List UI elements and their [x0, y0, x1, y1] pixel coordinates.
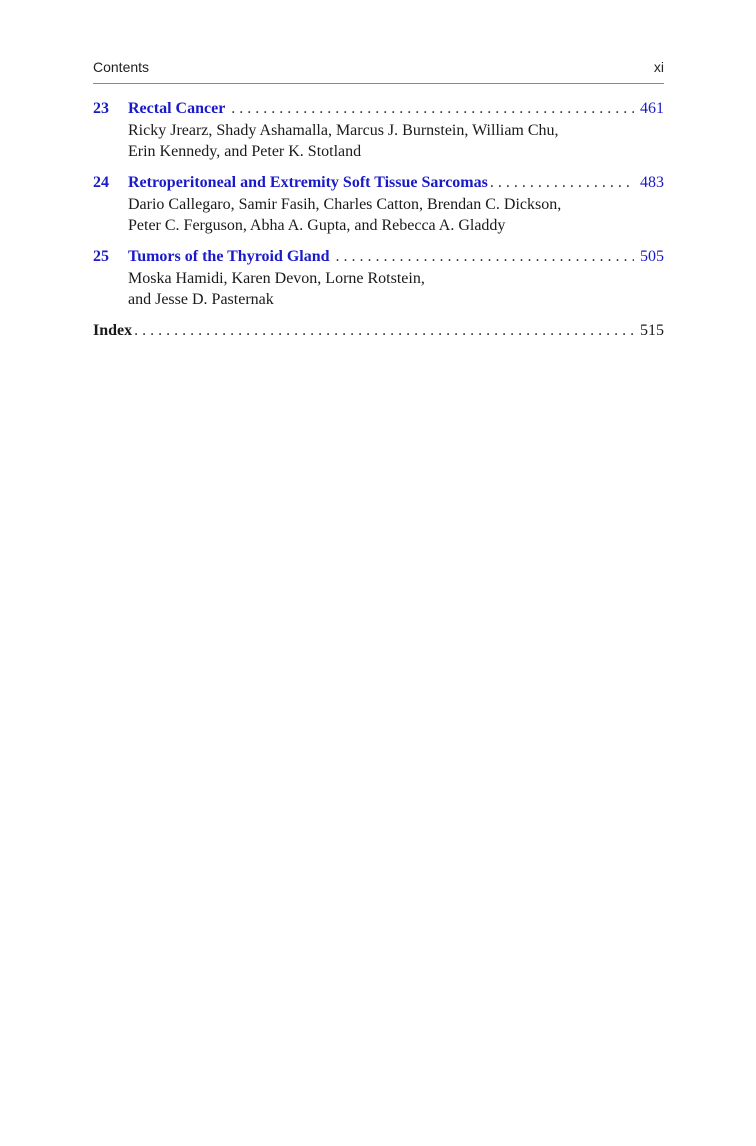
- toc-entry-line: [93, 98, 664, 120]
- running-header-section: Contents: [93, 59, 150, 75]
- toc-entry-line: [93, 320, 664, 342]
- running-header-page-number: xi: [653, 59, 664, 75]
- dot-leader: [490, 172, 634, 194]
- running-header: [93, 58, 664, 84]
- author-line: Erin Kennedy, and Peter K. Stotland: [128, 143, 362, 160]
- table-of-contents: [93, 98, 664, 352]
- chapter-authors: [128, 120, 664, 162]
- toc-entry-25: [93, 246, 664, 310]
- toc-entry-line: [93, 172, 664, 194]
- chapter-page-link[interactable]: 483: [640, 174, 664, 191]
- author-line: Ricky Jrearz, Shady Ashamalla, Marcus J. Burnstein, William Chu,: [128, 122, 559, 139]
- author-line: and Jesse D. Pasternak: [128, 291, 274, 308]
- chapter-number: 24: [93, 174, 109, 191]
- toc-entry-line: [93, 246, 664, 268]
- toc-entry-24: [93, 172, 664, 236]
- index-title-link[interactable]: Index: [93, 322, 133, 339]
- index-page-link[interactable]: 515: [640, 322, 664, 339]
- author-line: Peter C. Ferguson, Abha A. Gupta, and Rebecca A. Gladdy: [128, 217, 506, 234]
- chapter-number: 23: [93, 100, 109, 117]
- toc-entry-index: [93, 320, 664, 342]
- chapter-title-link[interactable]: Retroperitoneal and Extremity Soft Tissue Sarcomas: [128, 174, 488, 191]
- chapter-authors: [128, 194, 664, 236]
- author-line: Dario Callegaro, Samir Fasih, Charles Catton, Brendan C. Dickson,: [128, 196, 562, 213]
- dot-leader: [134, 320, 634, 342]
- chapter-title-link[interactable]: Rectal Cancer: [128, 100, 226, 117]
- author-line: Moska Hamidi, Karen Devon, Lorne Rotstein,: [128, 270, 425, 287]
- dot-leader: [231, 98, 634, 120]
- toc-entry-23: [93, 98, 664, 162]
- chapter-title-link[interactable]: Tumors of the Thyroid Gland: [128, 248, 330, 265]
- dot-leader: [336, 246, 634, 268]
- chapter-number: 25: [93, 248, 109, 265]
- chapter-authors: [128, 268, 664, 310]
- chapter-page-link[interactable]: 505: [640, 248, 664, 265]
- chapter-page-link[interactable]: 461: [640, 100, 664, 117]
